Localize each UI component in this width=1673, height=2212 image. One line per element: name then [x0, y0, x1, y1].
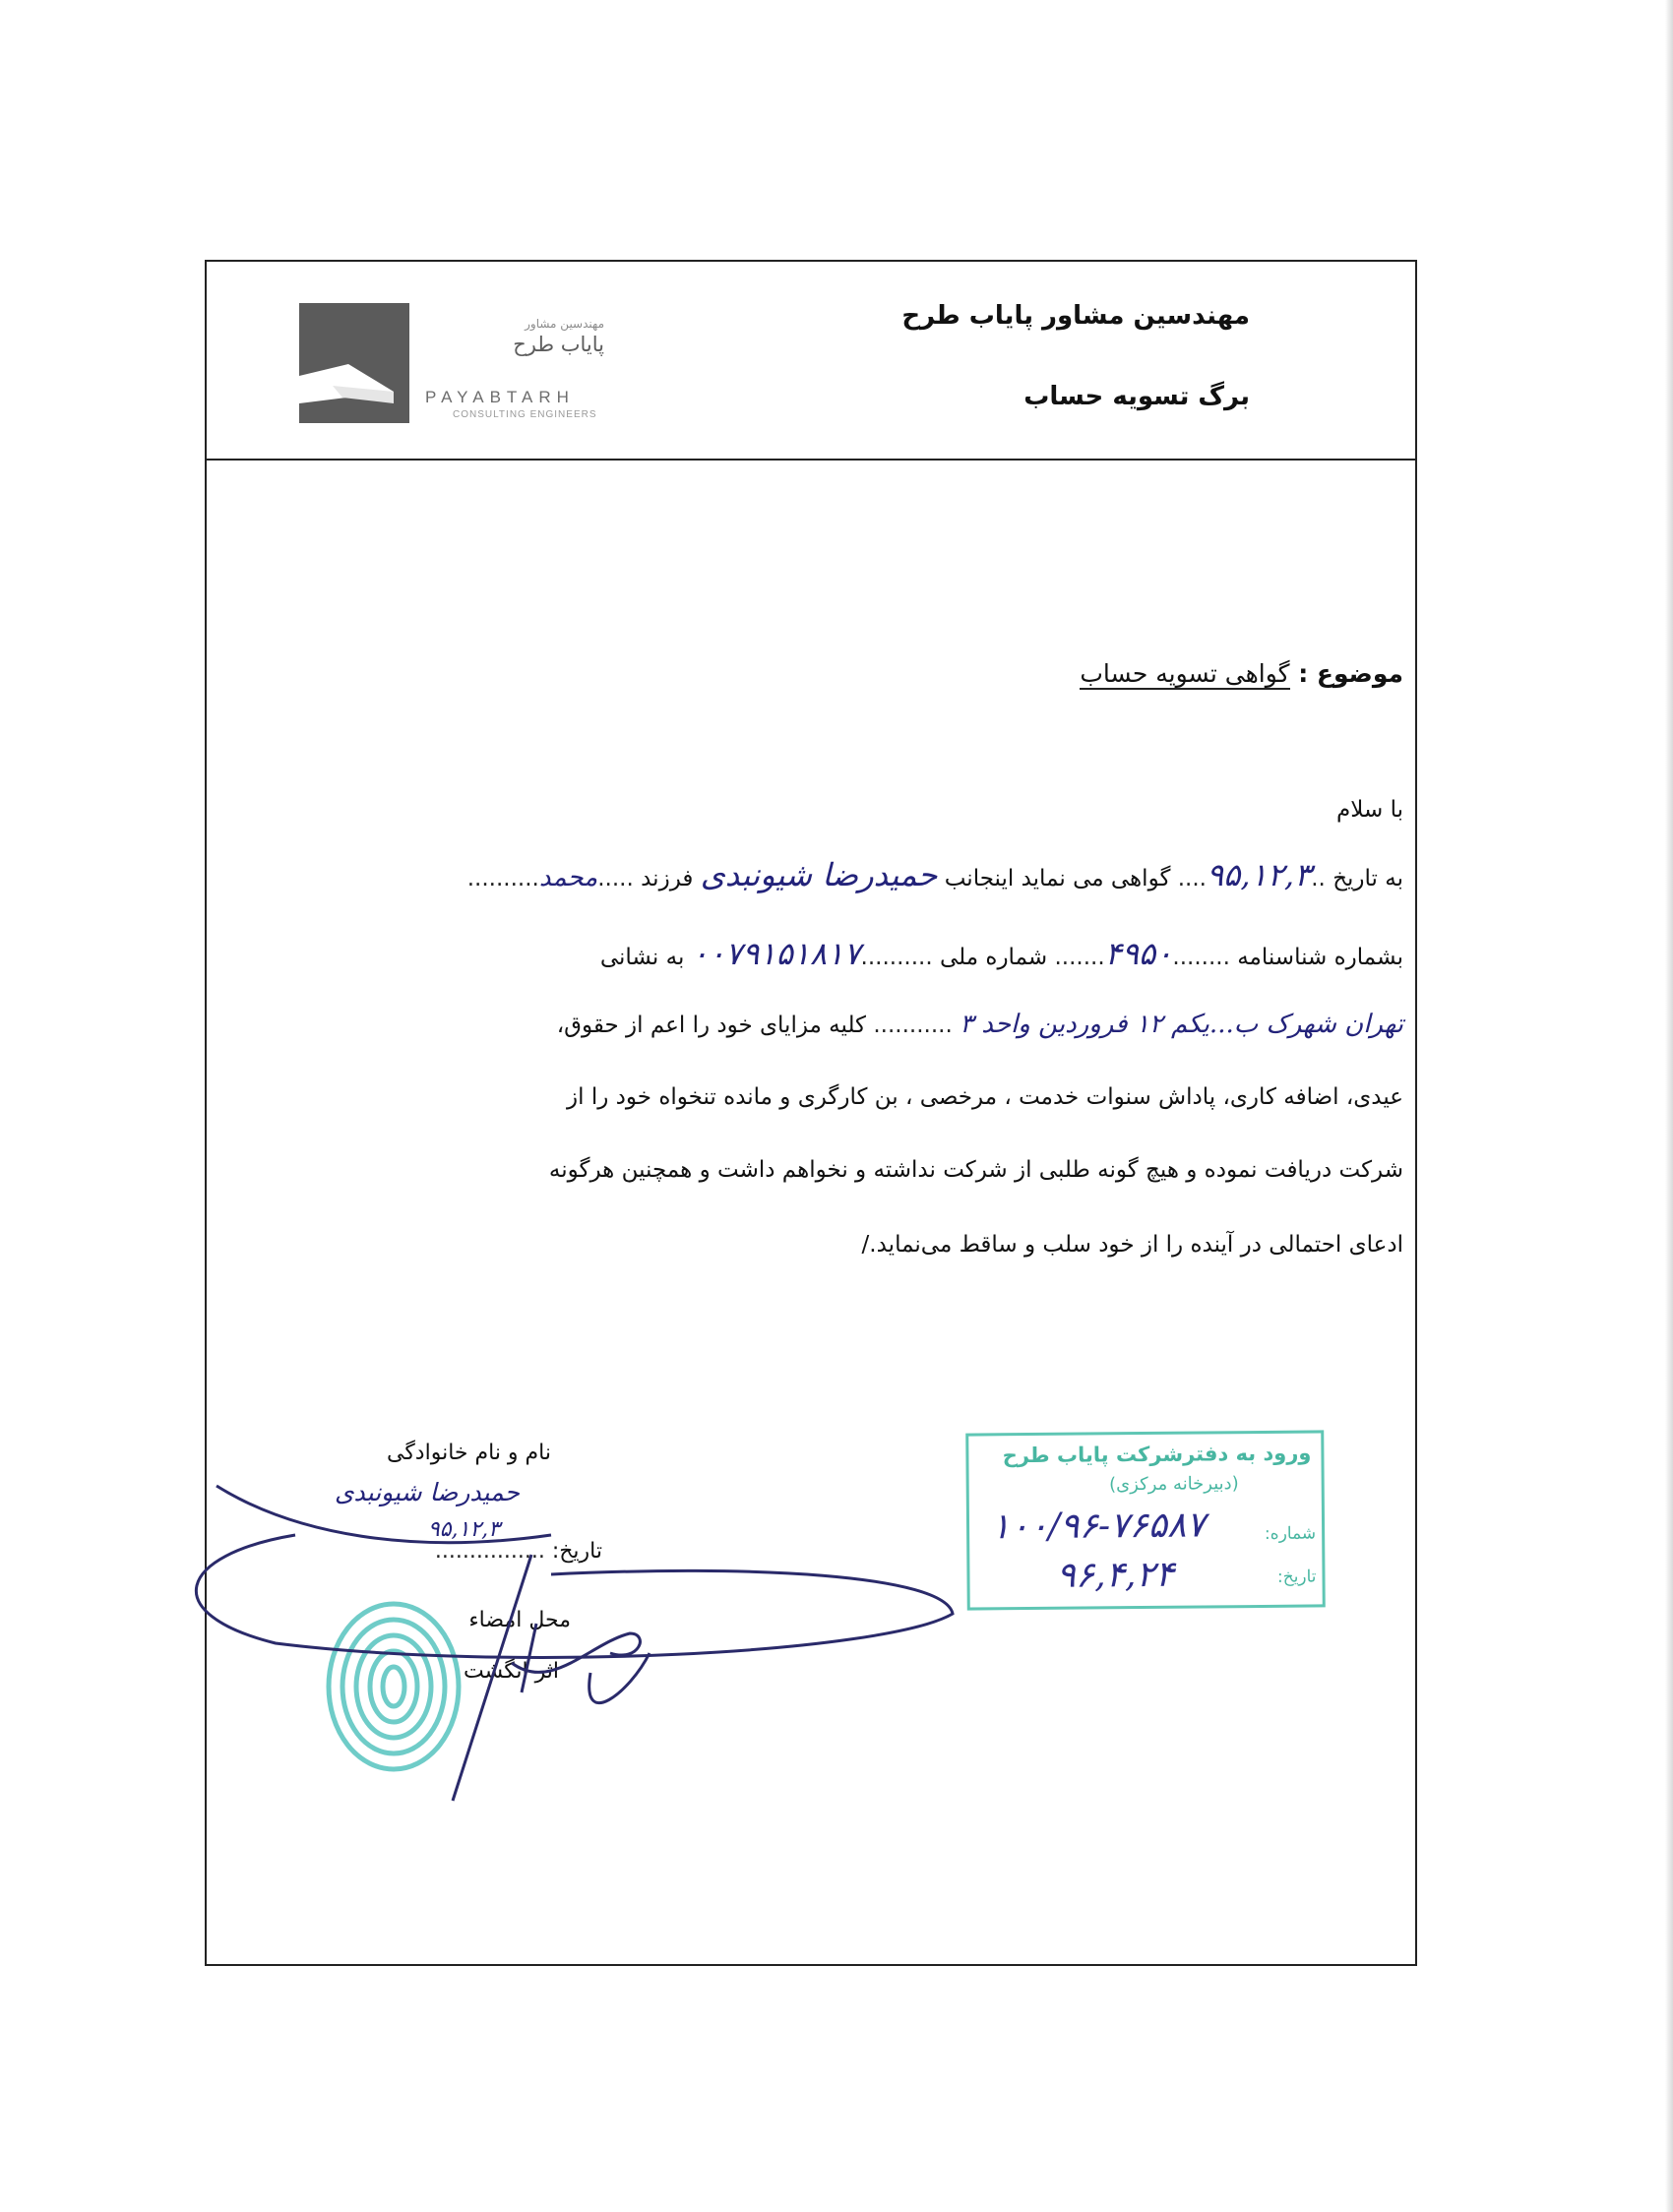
fingerprint-label: اثر انگشت [464, 1659, 559, 1684]
filled-address: تهران شهرک ب...یکم ۱۲ فروردین واحد ۳ [960, 1010, 1403, 1039]
body-line-6: ادعای احتمالی در آینده را از خود سلب و ساقط می‌نماید./ [861, 1232, 1403, 1258]
signed-date: ۹۵,۱۲,۳ [427, 1517, 500, 1542]
logo-english-subtitle: CONSULTING ENGINEERS [453, 409, 597, 420]
stamp-number-label: شماره: [1264, 1523, 1317, 1544]
stamp-number-value: ۱۰۰/۹۶-۷۶۵۸۷ [990, 1505, 1206, 1548]
stamp-subtitle: (دبیرخانه مرکزی) [1108, 1473, 1239, 1496]
body-line-5: شرکت دریافت نموده و هیچ گونه طلبی از شرکت نداشته و نخواهم داشت و همچنین هرگونه [548, 1157, 1403, 1183]
filled-national-id: ۰۰۷۹۱۵۱۸۱۷ [691, 935, 861, 972]
logo-english-name: PAYABTARH [425, 388, 575, 406]
subject-label: موضوع : [1298, 659, 1403, 688]
stamp-title: ورود به دفترشرکت پایاب طرح [1002, 1441, 1312, 1468]
text-birth-cert: بشماره شناسنامه [1237, 945, 1403, 970]
registry-stamp [965, 1430, 1326, 1610]
body-line-4: عیدی، اضافه کاری، پاداش سنوات خدمت ، مرخصی ، بن کارگری و مانده تنخواه خود را از [567, 1084, 1403, 1110]
form-title: برگ تسویه حساب [1023, 382, 1250, 411]
text-national-id: شماره ملی [939, 945, 1048, 970]
date-label: تاریخ: ................ [434, 1539, 602, 1564]
stamp-date-label: تاریخ: [1276, 1567, 1317, 1587]
subject-text: گواهی تسویه حساب [1080, 659, 1290, 688]
signature-place-label: محل امضاء [468, 1608, 571, 1632]
filled-father-name: محمد [538, 863, 598, 892]
text-certify: گواهی می نماید اینجانب [944, 866, 1171, 891]
handwritten-signature-icon [196, 1486, 953, 1801]
filled-birth-cert-no: ۴۹۵۰ [1104, 935, 1173, 972]
greeting: با سلام [1336, 797, 1403, 823]
name-label: نام و نام خانوادگی [386, 1441, 551, 1465]
filled-date: ۹۵,۱۲,۳ [1206, 856, 1312, 893]
body-line-3: تهران شهرک ب...یکم ۱۲ فروردین واحد ۳ ........... کلیه مزایای خود را اعم از حقوق، [556, 1010, 1403, 1039]
fingerprint-icon [329, 1604, 459, 1769]
text-benefits: کلیه مزایای خود را اعم از حقوق، [556, 1013, 867, 1038]
signed-name: حمیدرضا شیونبدی [334, 1478, 520, 1506]
text-child-of: فرزند [641, 866, 694, 891]
company-name: مهندسین مشاور پایاب طرح [901, 301, 1250, 331]
filled-full-name: حمیدرضا شیونبدی [700, 856, 938, 893]
logo-persian-caption: مهندسین مشاور [525, 317, 604, 331]
text-date-intro: به تاریخ [1332, 866, 1403, 891]
body-line-2: بشماره شناسنامه ........۴۹۵۰....... شماره ملی ..........۰۰۷۹۱۵۱۸۱۷ به نشانی [599, 935, 1403, 972]
logo-persian-name: پایاب طرح [513, 333, 604, 356]
stamp-date-value: ۹۶,۴,۲۴ [1056, 1554, 1175, 1596]
text-address: به نشانی [599, 945, 685, 970]
body-line-1: به تاریخ ..۹۵,۱۲,۳.... گواهی می نماید اینجانب حمیدرضا شیونبدی فرزند .....محمد.......... [466, 856, 1403, 893]
